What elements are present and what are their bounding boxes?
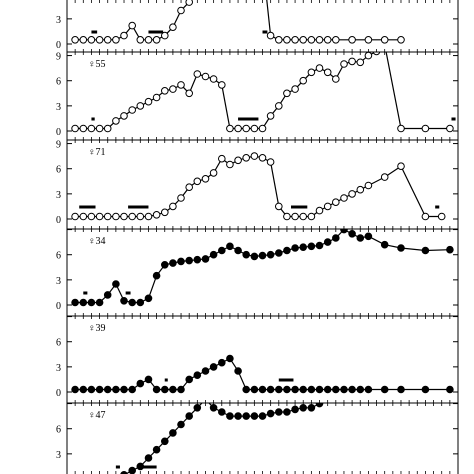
data-point xyxy=(324,69,331,76)
y-tick-label: 3 xyxy=(56,275,61,287)
data-point xyxy=(170,203,177,210)
data-point xyxy=(186,184,193,191)
data-point xyxy=(259,125,266,132)
data-point xyxy=(276,250,283,257)
y-tick-label: 9 xyxy=(56,51,61,63)
data-point xyxy=(308,69,315,76)
data-point xyxy=(129,386,136,393)
data-point xyxy=(104,386,111,393)
data-point xyxy=(210,405,217,412)
data-point xyxy=(398,386,405,393)
data-point xyxy=(243,251,250,258)
data-point xyxy=(357,386,364,393)
panel-label: ♀71 xyxy=(88,147,106,158)
y-tick-label: 0 xyxy=(56,127,61,138)
data-point xyxy=(292,37,299,44)
data-point xyxy=(162,386,169,393)
data-point xyxy=(202,176,209,183)
data-point xyxy=(324,37,331,44)
data-point xyxy=(88,299,95,306)
data-point xyxy=(137,380,144,387)
data-point xyxy=(300,386,307,393)
data-point xyxy=(324,203,331,210)
data-point xyxy=(162,262,169,269)
y-tick-label: 0 xyxy=(56,388,61,399)
data-point xyxy=(259,252,266,259)
period-bar xyxy=(165,379,168,382)
data-point xyxy=(178,82,185,89)
data-point xyxy=(153,446,160,453)
period-bar xyxy=(263,31,268,34)
data-point xyxy=(137,213,144,220)
data-point xyxy=(88,37,95,44)
data-point xyxy=(153,272,160,279)
data-point xyxy=(162,438,169,445)
data-point xyxy=(121,213,128,220)
data-point xyxy=(178,421,185,428)
data-point xyxy=(235,368,242,375)
data-point xyxy=(381,386,388,393)
data-point xyxy=(316,242,323,249)
data-point xyxy=(186,376,193,383)
data-point xyxy=(210,251,217,258)
data-point xyxy=(381,241,388,248)
data-point xyxy=(178,7,185,14)
data-point xyxy=(186,257,193,264)
data-point xyxy=(447,125,454,132)
data-point xyxy=(178,258,185,265)
data-point xyxy=(349,386,356,393)
data-point xyxy=(333,37,340,44)
data-point xyxy=(194,256,201,263)
data-point xyxy=(219,409,226,416)
data-point xyxy=(104,37,111,44)
data-point xyxy=(137,103,144,110)
data-point xyxy=(357,186,364,193)
data-point xyxy=(113,213,120,220)
data-point xyxy=(72,213,79,220)
data-point xyxy=(259,386,266,393)
data-point xyxy=(341,195,348,202)
data-point xyxy=(259,155,266,162)
y-tick-label: 3 xyxy=(56,362,61,374)
data-point xyxy=(80,37,87,44)
y-tick-label: 0 xyxy=(56,40,61,51)
data-point xyxy=(381,174,388,181)
data-point xyxy=(365,233,372,240)
data-point xyxy=(422,386,429,393)
data-point xyxy=(227,161,234,168)
data-point xyxy=(210,364,217,371)
data-point xyxy=(300,77,307,84)
y-tick-label: 3 xyxy=(56,14,61,26)
data-point xyxy=(316,386,323,393)
data-point xyxy=(80,213,87,220)
panel-label: ♀39 xyxy=(88,323,106,334)
period-bar xyxy=(83,292,87,295)
data-point xyxy=(227,243,234,250)
data-point xyxy=(267,159,274,166)
panel-5 xyxy=(67,316,458,403)
data-point xyxy=(349,58,356,65)
data-point xyxy=(243,413,250,420)
data-point xyxy=(145,213,152,220)
data-point xyxy=(300,405,307,412)
data-point xyxy=(121,113,128,120)
data-point xyxy=(104,292,111,299)
data-point xyxy=(259,413,266,420)
data-point xyxy=(219,359,226,366)
data-point xyxy=(72,386,79,393)
data-point xyxy=(447,386,454,393)
period-bar xyxy=(238,118,258,121)
data-point xyxy=(186,0,193,5)
data-point xyxy=(276,37,283,44)
panel-label: ♀55 xyxy=(88,59,106,70)
data-point xyxy=(284,386,291,393)
data-point xyxy=(96,213,103,220)
data-point xyxy=(96,299,103,306)
data-point xyxy=(104,125,111,132)
data-point xyxy=(170,386,177,393)
data-point xyxy=(267,410,274,417)
data-point xyxy=(292,245,299,252)
data-point xyxy=(113,281,120,288)
data-point xyxy=(316,65,323,72)
data-point xyxy=(349,37,356,44)
data-point xyxy=(357,59,364,66)
data-point xyxy=(292,86,299,93)
panel-4 xyxy=(67,226,458,316)
data-point xyxy=(292,213,299,220)
data-point xyxy=(284,90,291,97)
data-point xyxy=(333,386,340,393)
data-point xyxy=(96,37,103,44)
data-point xyxy=(170,430,177,437)
data-point xyxy=(202,73,209,80)
data-point xyxy=(316,37,323,44)
y-tick-label: 6 xyxy=(56,337,61,349)
data-point xyxy=(267,386,274,393)
data-point xyxy=(129,299,136,306)
data-point xyxy=(284,247,291,254)
data-point xyxy=(96,386,103,393)
data-point xyxy=(121,32,128,39)
data-point xyxy=(162,88,169,95)
data-point xyxy=(341,61,348,68)
data-point xyxy=(365,37,372,44)
data-point xyxy=(137,37,144,44)
data-point xyxy=(251,253,258,260)
data-point xyxy=(276,386,283,393)
data-point xyxy=(162,32,169,39)
data-point xyxy=(227,355,234,362)
data-point xyxy=(88,213,95,220)
period-bar xyxy=(148,31,163,34)
data-point xyxy=(422,125,429,132)
data-point xyxy=(194,71,201,78)
data-point xyxy=(300,37,307,44)
data-point xyxy=(365,182,372,189)
series-line xyxy=(75,45,450,129)
panel-3 xyxy=(67,140,458,229)
data-point xyxy=(308,213,315,220)
data-point xyxy=(121,298,128,305)
data-point xyxy=(235,247,242,254)
y-tick-label: 9 xyxy=(56,139,61,151)
data-point xyxy=(210,170,217,177)
data-point xyxy=(324,386,331,393)
data-point xyxy=(202,256,209,263)
data-point xyxy=(267,251,274,258)
data-point xyxy=(219,82,226,89)
data-point xyxy=(129,107,136,114)
panel-label: ♀34 xyxy=(88,236,106,247)
period-bar xyxy=(126,292,131,295)
data-point xyxy=(316,207,323,214)
data-point xyxy=(349,231,356,238)
data-point xyxy=(72,299,79,306)
data-point xyxy=(129,22,136,29)
data-point xyxy=(398,163,405,170)
period-bar xyxy=(279,379,294,382)
y-tick-label: 3 xyxy=(56,449,61,461)
data-point xyxy=(219,247,226,254)
period-bar xyxy=(91,31,97,34)
y-tick-label: 6 xyxy=(56,250,61,262)
data-point xyxy=(308,243,315,250)
data-point xyxy=(235,157,242,164)
data-point xyxy=(308,37,315,44)
data-point xyxy=(341,386,348,393)
data-point xyxy=(113,386,120,393)
period-bar xyxy=(451,118,455,121)
series-line xyxy=(75,230,450,303)
data-point xyxy=(80,125,87,132)
data-point xyxy=(219,155,226,162)
data-point xyxy=(153,37,160,44)
data-point xyxy=(137,463,144,470)
data-point xyxy=(129,467,136,474)
data-point xyxy=(333,76,340,83)
data-point xyxy=(284,37,291,44)
data-point xyxy=(284,409,291,416)
data-point xyxy=(300,244,307,251)
data-point xyxy=(72,125,79,132)
data-point xyxy=(194,372,201,379)
data-point xyxy=(129,213,136,220)
panel-6 xyxy=(67,387,458,474)
data-point xyxy=(251,386,258,393)
period-bar xyxy=(116,466,120,469)
data-point xyxy=(324,239,331,246)
data-point xyxy=(251,125,258,132)
data-point xyxy=(292,406,299,413)
data-point xyxy=(267,113,274,120)
data-point xyxy=(300,213,307,220)
data-point xyxy=(170,86,177,93)
panel-1 xyxy=(67,0,458,52)
data-point xyxy=(284,213,291,220)
data-point xyxy=(227,125,234,132)
data-point xyxy=(210,76,217,83)
data-point xyxy=(243,386,250,393)
period-bar xyxy=(291,206,307,209)
data-point xyxy=(186,413,193,420)
data-point xyxy=(170,24,177,31)
data-point xyxy=(178,386,185,393)
data-point xyxy=(72,37,79,44)
data-point xyxy=(365,386,372,393)
data-point xyxy=(153,94,160,101)
data-point xyxy=(349,191,356,198)
data-point xyxy=(398,245,405,252)
data-point xyxy=(88,386,95,393)
data-point xyxy=(96,125,103,132)
data-point xyxy=(145,376,152,383)
data-point xyxy=(438,213,445,220)
data-point xyxy=(235,125,242,132)
data-point xyxy=(276,103,283,110)
data-point xyxy=(276,409,283,416)
y-tick-label: 0 xyxy=(56,301,61,312)
data-point xyxy=(121,386,128,393)
y-tick-label: 3 xyxy=(56,189,61,201)
y-tick-label: 6 xyxy=(56,424,61,436)
data-point xyxy=(243,155,250,162)
data-point xyxy=(251,413,258,420)
data-point xyxy=(292,386,299,393)
data-point xyxy=(357,235,364,242)
data-point xyxy=(398,125,405,132)
y-tick-label: 6 xyxy=(56,164,61,176)
data-point xyxy=(235,413,242,420)
data-point xyxy=(145,98,152,105)
panel-2 xyxy=(67,41,458,140)
data-point xyxy=(145,37,152,44)
data-point xyxy=(145,455,152,462)
data-point xyxy=(422,247,429,254)
data-point xyxy=(333,199,340,206)
data-point xyxy=(308,405,315,412)
data-point xyxy=(153,212,160,219)
data-point xyxy=(178,195,185,202)
data-point xyxy=(227,413,234,420)
data-point xyxy=(365,52,372,59)
data-point xyxy=(243,125,250,132)
y-tick-label: 0 xyxy=(56,215,61,226)
data-point xyxy=(137,299,144,306)
data-point xyxy=(194,178,201,185)
data-point xyxy=(104,213,111,220)
data-point xyxy=(186,90,193,97)
data-point xyxy=(80,386,87,393)
data-point xyxy=(447,246,454,253)
period-bar xyxy=(79,206,95,209)
data-point xyxy=(153,386,160,393)
data-point xyxy=(381,37,388,44)
y-tick-label: 3 xyxy=(56,101,61,113)
data-point xyxy=(113,37,120,44)
data-point xyxy=(88,125,95,132)
data-point xyxy=(162,209,169,216)
data-point xyxy=(276,203,283,210)
period-bar xyxy=(435,206,439,209)
y-tick-label: 6 xyxy=(56,76,61,88)
data-point xyxy=(422,213,429,220)
data-point xyxy=(113,118,120,125)
panel-label: ♀47 xyxy=(88,410,106,421)
series-line xyxy=(75,359,450,390)
data-point xyxy=(308,386,315,393)
period-bar xyxy=(91,118,94,121)
data-point xyxy=(202,368,209,375)
data-point xyxy=(398,37,405,44)
data-point xyxy=(170,260,177,267)
data-point xyxy=(333,235,340,242)
data-point xyxy=(80,299,87,306)
data-point xyxy=(251,153,258,160)
data-point xyxy=(267,32,274,39)
data-point xyxy=(145,295,152,302)
period-bar xyxy=(128,206,148,209)
data-point xyxy=(194,405,201,412)
